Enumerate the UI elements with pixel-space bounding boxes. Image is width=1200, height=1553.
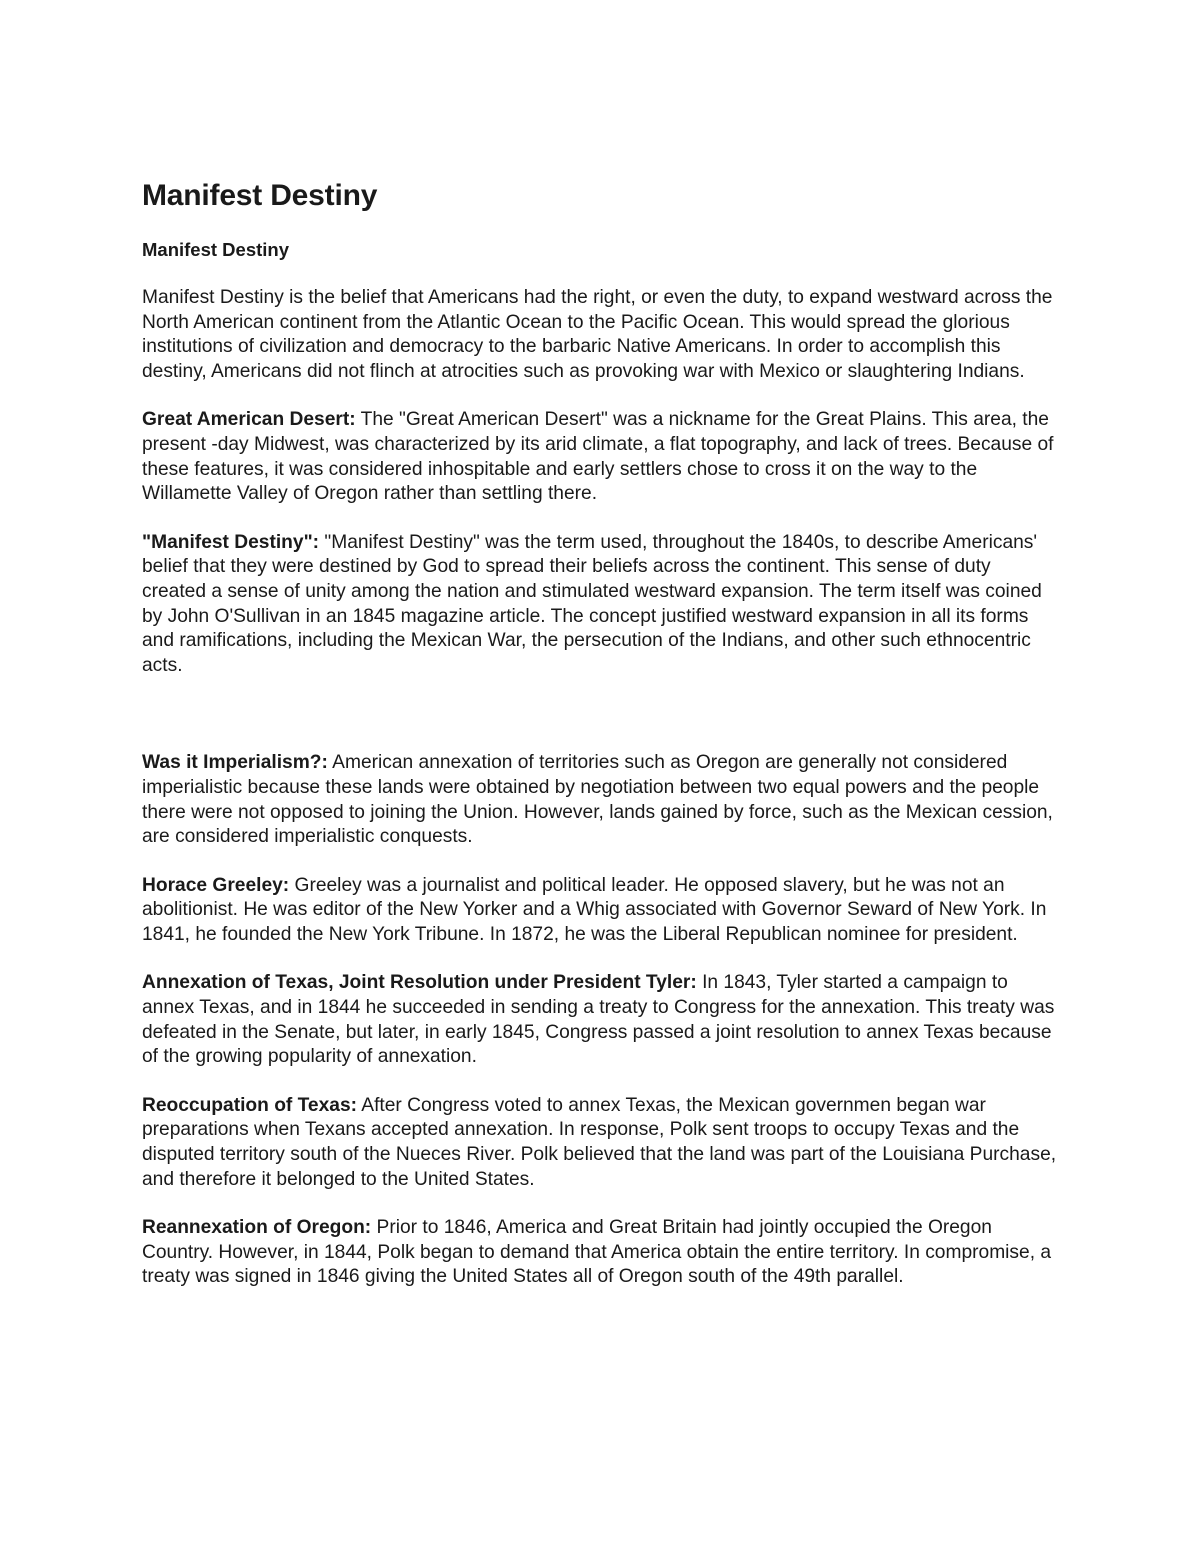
entry-was-it-imperialism xyxy=(142,751,1057,849)
document-subtitle: Manifest Destiny xyxy=(142,239,290,260)
entry-term: Was it Imperialism?: xyxy=(142,752,328,774)
entry-reannexation-of-oregon xyxy=(142,1216,1057,1290)
entry-text: In 1843, Tyler started a campaign to annex Texas, and in 1844 he succeeded in sending a treaty to Congress for the annexation. This treaty was defeated in the Senate, but later, in early 1845, Congress passed a joint resolution to annex Texas because of the growing popularity of annexation. xyxy=(142,972,1055,1068)
entry-text: Prior to 1846, America and Great Britain had jointly occupied the Oregon Country. However, in 1844, Polk began to demand that America obtain the entire territory. In compromise, a treaty was signed in 1846 giving the United States all of Oregon south of the 49th parallel. xyxy=(142,1217,1052,1288)
entry-text: After Congress voted to annex Texas, the Mexican governmen began war preparations when Texans accepted annexation. In response, Polk sent troops to occupy Texas and the disputed territory south of the Nueces River. Polk believed that the land was part of the Louisiana Purchase, and therefore it belonged to the United States. xyxy=(142,1094,1057,1190)
intro-paragraph: Manifest Destiny is the belief that Americans had the right, or even the duty, to expand westward across the North American continent from the Atlantic Ocean to the Pacific Ocean. This would spread the glorious institutions of civilization and democracy to the barbaric Native Americans. In order to accomplish this destiny, Americans did not flinch at atrocities such as provoking war with Mexico or slaughtering Indians. xyxy=(142,287,1053,382)
entry-term: Reannexation of Oregon: xyxy=(142,1217,372,1239)
entry-reoccupation-of-texas xyxy=(142,1094,1057,1192)
entry-term: Reoccupation of Texas: xyxy=(142,1094,358,1116)
entry-term: Horace Greeley: xyxy=(142,874,290,896)
entry-great-american-desert xyxy=(142,408,1057,506)
entry-term: Annexation of Texas, Joint Resolution under President Tyler: xyxy=(142,972,697,994)
entry-annexation-of-texas xyxy=(142,971,1057,1069)
entry-term: "Manifest Destiny": xyxy=(142,531,320,553)
entry-text: "Manifest Destiny" was the term used, throughout the 1840s, to describe Americans' belief that they were destined by God to spread their beliefs across the continent. This sense of duty created a sense of unity among the nation and stimulated westward expansion. The term itself was coined by John O'Sullivan in an 1845 magazine article. The concept justified westward expansion in all its forms and ramifications, including the Mexican War, the persecution of the Indians, and other such ethnocentric acts. xyxy=(142,531,1042,676)
document-title: Manifest Destiny xyxy=(142,179,378,212)
entry-text: American annexation of territories such as Oregon are generally not considered imperialistic because these lands were obtained by negotiation between two equal powers and the people there were not opposed to joining the Union. However, lands gained by force, such as the Mexican cession, are considered imperialistic conquests. xyxy=(142,752,1053,848)
entry-term: Great American Desert: xyxy=(142,409,356,431)
entry-manifest-destiny xyxy=(142,531,1057,679)
entry-text: The "Great American Desert" was a nickname for the Great Plains. This area, the present -day Midwest, was characterized by its arid climate, a flat topography, and lack of trees. Because of these features, it was considered inhospitable and early settlers chose to cross it on the way to the Willamette Valley of Oregon rather than settling there. xyxy=(142,409,1054,505)
document-page xyxy=(142,176,1057,1314)
entry-text: Greeley was a journalist and political leader. He opposed slavery, but he was not an abolitionist. He was editor of the New Yorker and a Whig associated with Governor Seward of New York. In 1841, he founded the New York Tribune. In 1872, he was the Liberal Republican nominee for president. xyxy=(142,874,1047,945)
entry-horace-greeley xyxy=(142,874,1057,948)
